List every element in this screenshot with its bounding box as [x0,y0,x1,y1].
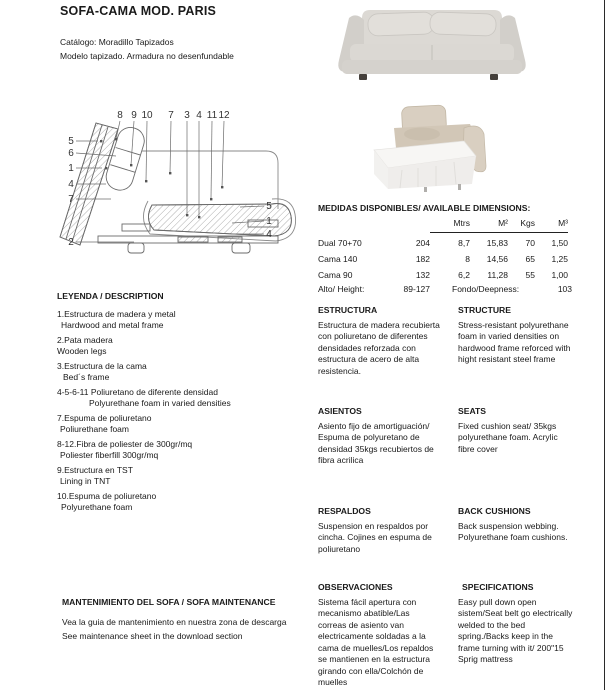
table-cell: 1,25 [551,254,568,264]
table-cell: 55 [525,270,535,280]
section-body: Suspension en respaldos por cincha. Cojines en espuma de poliuretano [318,520,432,554]
legend-item-es: 1.Estructura de madera y metal [57,308,176,319]
svg-text:9: 9 [131,110,137,121]
table-cell: 182 [415,254,430,264]
table-cell: 15,83 [486,238,508,248]
svg-text:5: 5 [68,136,74,147]
legend-item-es: 7.Espuma de poliuretano [57,412,152,423]
legend-item [57,465,309,488]
height-depth-row [318,284,574,296]
table-cell: 14,56 [486,254,508,264]
section-title: RESPALDOS [318,506,371,516]
legend-item [57,387,309,410]
maintenance-section [62,597,322,645]
table-cell: 1,00 [551,270,568,280]
col-header-m2: M² [498,217,508,228]
legend-item [57,335,309,358]
maintenance-line-es: Vea la guia de mantenimiento en nuestra zona de descarga [62,616,287,627]
svg-text:7: 7 [68,194,74,205]
svg-text:4: 4 [68,179,74,190]
table-cell: 11,28 [487,270,508,280]
section-body: Sistema fácil apertura con mecanismo abatible/Las correas de asiento van electricamente soldadas a la cama de muelles/Los repaldos se mantienen en la estructura girando con ella/Colchón de muelles [318,596,434,687]
seats-section-en [458,406,576,455]
table-cell: 65 [525,254,535,264]
legend-item-es: 9.Estructura en TST [57,464,133,475]
height-value: 89-127 [403,284,430,294]
legend-item-es: 8-12.Fibra de poliester de 300gr/mq [57,438,193,449]
section-body: Back suspension webbing. Polyurethane foam cushions. [458,520,568,542]
legend-item-en: Poliester fiberfill 300gr/mq [60,450,159,460]
svg-text:1: 1 [68,163,74,174]
asientos-section-es [318,406,440,467]
legend-item-en: Bed´s frame [63,372,110,382]
legend-section [57,291,309,517]
section-title: SEATS [458,406,487,416]
table-cell: 8,7 [458,238,470,248]
dimensions-table-title: MEDIDAS DISPONIBLES/ AVAILABLE DIMENSIONS: [318,203,531,213]
svg-text:10: 10 [141,110,153,121]
page-title: SOFA-CAMA MOD. PARIS [60,4,217,18]
section-body: Estructura de madera recubierta con poliuretano de diferentes densidades reforzada con estructura de acero de alta resistencia. [318,319,440,376]
table-cell: 70 [525,238,535,248]
table-cell: 8 [465,254,470,264]
depth-label: Fondo/Deepness: [452,284,520,294]
legend-item [57,439,309,462]
section-title: OBSERVACIONES [318,582,393,592]
section-body: Fixed cushion seat/ 35kgs polyurethane foam. Acrylic fibre cover [458,420,558,454]
legend-item [57,491,309,514]
col-header-mtrs: Mtrs [453,217,470,228]
model-line: Modelo tapizado. Armadura no desenfundable [60,51,234,61]
legend-item-es: 3.Estructura de la cama [57,360,147,371]
table-row-label: Dual 70+70 [318,238,362,248]
legend-item [57,361,309,384]
svg-text:5: 5 [266,201,272,212]
table-row-label: Cama 90 [318,270,353,280]
legend-item-es: 4-5-6-11 Poliuretano de diferente densidad [57,386,218,397]
legend-item-en: Wooden legs [57,346,107,356]
legend-item-en: Polyurethane foam [61,502,133,512]
table-cell: 6,2 [458,270,470,280]
svg-text:1: 1 [266,216,272,227]
depth-value: 103 [557,284,572,294]
height-label: Alto/ Height: [318,284,365,294]
legend-item [57,413,309,436]
respaldos-section-es [318,506,440,555]
svg-text:12: 12 [218,110,230,121]
sofa-structure-diagram [36,103,308,255]
table-cell: 132 [415,270,430,280]
svg-text:4: 4 [196,110,202,121]
col-header-m3: M³ [558,217,568,228]
table-cell: 204 [415,238,430,248]
maintenance-line-en: See maintenance sheet in the download section [62,630,243,641]
header-underline [430,231,568,233]
structure-section-en [458,305,576,366]
dimensions-table [318,203,574,282]
legend-item-en: Hardwood and metal frame [61,320,164,330]
page-right-border [604,0,605,690]
section-body: Easy pull down open sistem/Seat belt go electrically welded to the bed spring./Backs keep in the frame turning with it/ 200"15 Sprig mattress [458,596,573,664]
svg-text:4: 4 [266,229,272,240]
section-title: ESTRUCTURA [318,305,378,315]
specifications-section-en [458,582,576,666]
svg-text:3: 3 [184,110,190,121]
legend-item-en: Lining in TNT [60,476,111,486]
legend-item-es: 10.Espuma de poliuretano [57,490,157,501]
section-title: BACK CUSHIONS [458,506,531,516]
table-cell: 1,50 [551,238,568,248]
observaciones-section-es [318,582,440,689]
sofa-open-photo [366,104,504,192]
svg-text:2: 2 [68,237,74,248]
col-header-kgs: Kgs [520,217,535,228]
legend-item [57,309,309,332]
legend-item-en: Poliurethane foam [60,424,129,434]
estructura-section-es [318,305,440,377]
section-body: Asiento fijo de amortiguación/ Espuma de polyuretano de densidad 35kgs recubiertos de fibra acrilica [318,420,434,465]
svg-text:11: 11 [206,110,218,121]
svg-text:8: 8 [117,110,123,121]
catalog-line: Catálogo: Moradillo Tapizados [60,37,174,47]
maintenance-heading: MANTENIMIENTO DEL SOFA / SOFA MAINTENANCE [62,597,276,607]
section-title: STRUCTURE [458,305,511,315]
sofa-closed-photo [332,2,532,88]
svg-text:7: 7 [168,110,174,121]
section-title: SPECIFICATIONS [462,582,534,592]
legend-heading: LEYENDA / DESCRIPTION [57,291,164,301]
svg-text:6: 6 [68,148,74,159]
table-row-label: Cama 140 [318,254,358,264]
legend-item-es: 2.Pata madera [57,334,113,345]
section-body: Stress-resistant polyurethane foam in varied densities on hardwood frame reforced with hight resistant steel frame [458,319,571,364]
legend-item-en: Polyurethane foam in varied densities [89,398,231,408]
section-title: ASIENTOS [318,406,362,416]
back-cushions-section-en [458,506,576,544]
